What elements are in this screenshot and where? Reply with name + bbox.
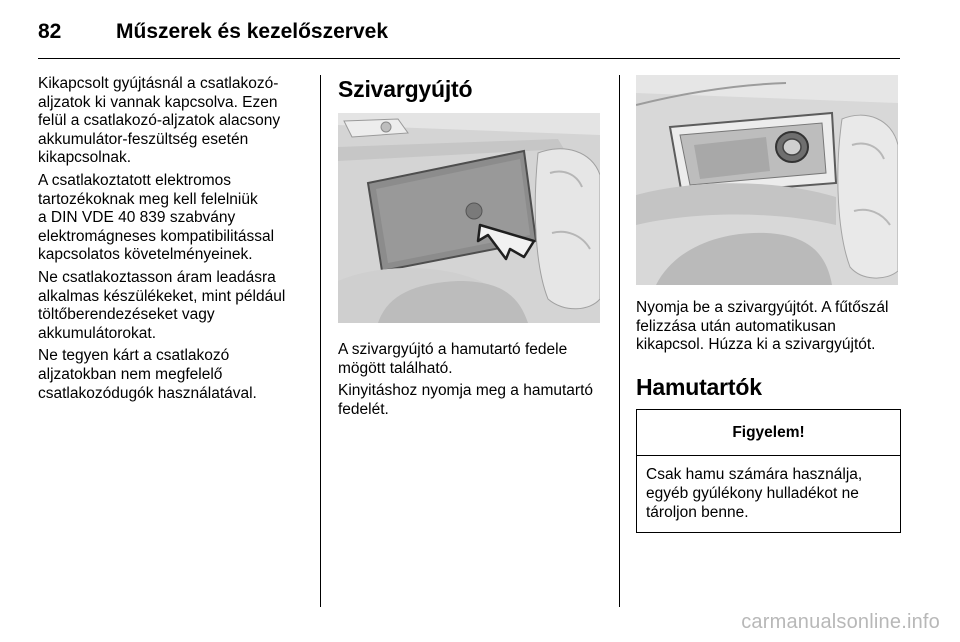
chapter-title: Műszerek és kezelőszervek (116, 20, 389, 43)
section-heading-ashtrays: Hamutartók (636, 373, 762, 400)
paragraph: Nyomja be a szivargyújtót. A fűtőszál felizzása után automatikusan kikapcsol. Húzza ki a szivargyújtót. (636, 299, 889, 354)
paragraph: A szivargyújtó a hamutartó fedele mögött található. (338, 341, 568, 377)
header-divider (38, 58, 900, 59)
paragraph: A csatlakoztatott elektromos tartozékoknak meg kell felelniük a DIN VDE 40 839 szabvány elektromágneses kompatibilitással kapcsolatos követelményeinek. (38, 171, 275, 264)
column-divider (619, 75, 620, 607)
warning-box (636, 409, 901, 533)
column-right (636, 75, 904, 533)
paragraph: Kikapcsolt gyújtásnál a csatlakozó- aljzatok ki vannak kapcsolva. Ezen felül a csatlakozó-aljzatok alacsony akkumulátor-feszültség esetén kikapcsolnak. (38, 75, 281, 167)
section-heading-cigarette-lighter: Szivargyújtó (338, 76, 473, 102)
warning-text: Csak hamu számára használja, egyéb gyúlékony hulladékot ne tároljon benne. (646, 466, 863, 521)
column-middle (338, 75, 608, 423)
page-number: 82 (38, 20, 62, 43)
paragraph: Ne tegyen kárt a csatlakozó aljzatokban nem megfelelő csatlakozódugók használatával. (38, 347, 257, 402)
paragraph: Kinyitáshoz nyomja meg a hamutartó fedelét. (338, 382, 594, 418)
page-header (38, 18, 900, 62)
paragraph: Ne csatlakoztasson áram leadásra alkalmas készülékeket, mint például töltőberendezéseket vagy akkumulátorokat. (38, 268, 286, 342)
column-divider (320, 75, 321, 607)
column-left (38, 75, 308, 407)
ashtray-lid-illustration (338, 113, 600, 323)
watermark: carmanualsonline.info (741, 611, 940, 633)
cigarette-lighter-illustration (636, 75, 898, 285)
warning-title: Figyelem! (637, 410, 900, 457)
